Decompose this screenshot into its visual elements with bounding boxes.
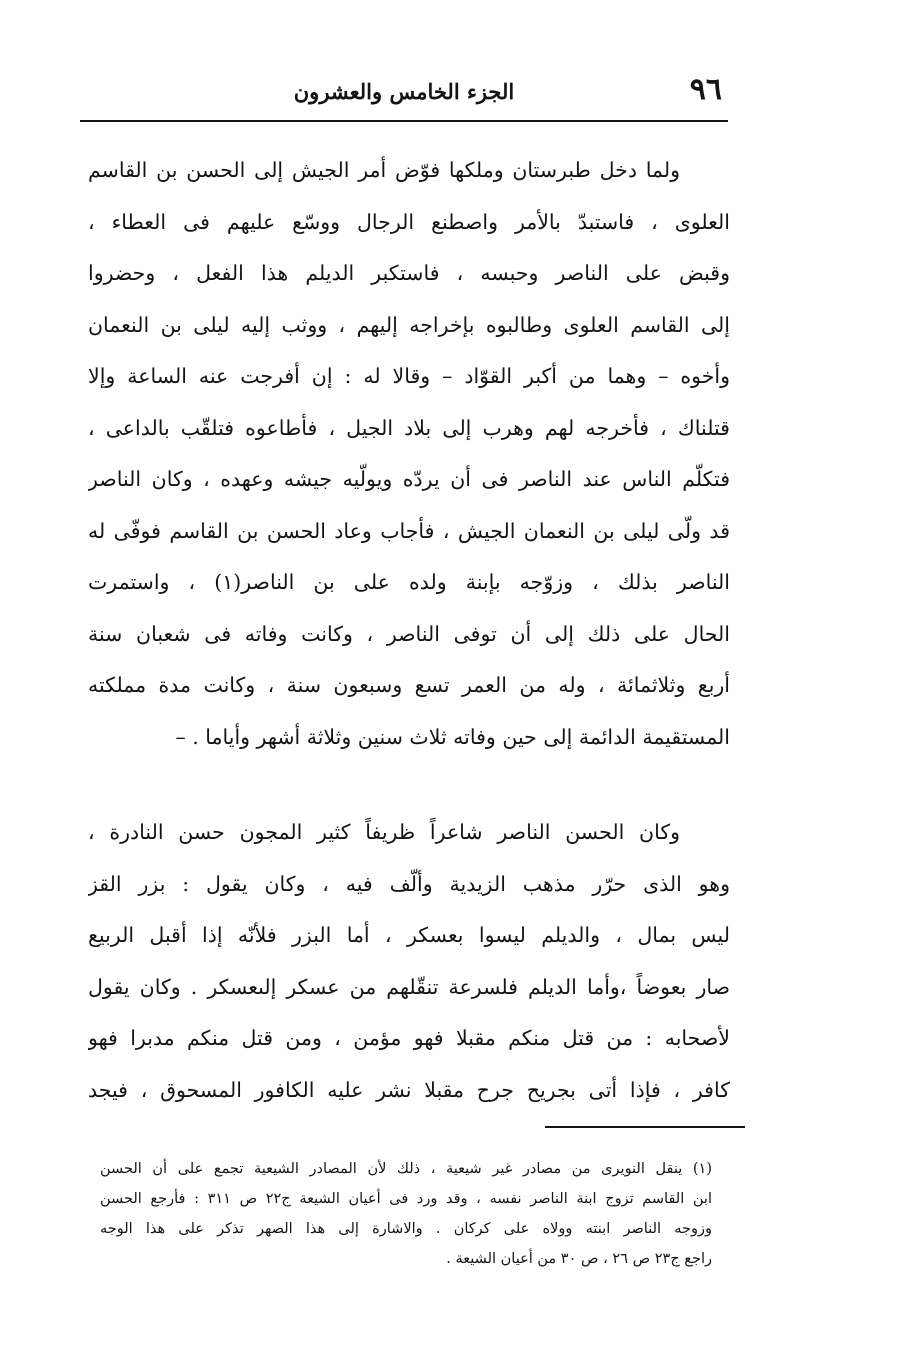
text-line: لأصحابه : من قتل منكم مقبلا فهو مؤمن ، ومن قتل منكم مدبرا فهو (88, 1026, 730, 1050)
footnote-line: ابن القاسم تزوج ابنة الناصر نفسه ، وقد ورد فى أعيان الشيعة ج٢٢ ص ٣١١ : فأرجع الحسن (100, 1191, 712, 1207)
text-line: قتلناك ، فأخرجه لهم وهرب إلى بلاد الجيل ، فأطاعوه فتلقّب بالداعى ، (88, 415, 730, 440)
text-line: العلوى ، فاستبدّ بالأمر واصطنع الرجال ووسّع عليهم فى العطاء ، (88, 209, 730, 234)
text-line: المستقيمة الدائمة إلى حين وفاته ثلاث سنين وثلاثة أشهر وأياما . – (175, 724, 730, 749)
text-line: كافر ، فإذا أتى بجريح جرح مقبلا نشر عليه الكافور المسحوق ، فيجد (88, 1077, 730, 1102)
text-line: إلى القاسم العلوى وطالبوه بإخراجه إليهم ، ووثب إليه ليلى بن النعمان (88, 312, 730, 337)
page-header (80, 70, 728, 122)
text-line: صار بعوضاً ،وأما الديلم فلسرعة تنقّلهم من عسكر إلىعسكر . وكان يقول (88, 974, 730, 999)
text-line: فتكلّم الناس عند الناصر فى أن يردّه ويولّيه جيشه وعهده ، وكان الناصر (88, 467, 730, 491)
footnote-line: راجع ج٢٣ ص ٢٦ ، ص ٣٠ من أعيان الشيعة . (446, 1251, 712, 1267)
text-line: وكان الحسن الناصر شاعراً ظريفاً كثير المجون حسن النادرة ، (88, 820, 680, 844)
text-line: وقبض على الناصر وحبسه ، فاستكبر الديلم هذا الفعل ، وحضروا (88, 261, 730, 285)
text-line: الحال على ذلك إلى أن توفى الناصر ، وكانت وفاته فى شعبان سنة (88, 621, 730, 646)
footnotes (100, 1154, 712, 1274)
paragraph-2 (88, 807, 730, 1116)
text-line: أربع وثلاثمائة ، وله من العمر تسع وسبعون سنة ، وكانت مدة مملكته (88, 673, 730, 697)
page-number: ٩٦ (689, 72, 722, 107)
text-line: ولما دخل طبرستان وملكها فوّض أمر الجيش إلى الحسن بن القاسم (88, 158, 680, 182)
text-line: ليس بمال ، والديلم ليسوا بعسكر ، أما البزر فلأنّه إذا أقبل الربيع (88, 923, 730, 947)
text-line: الناصر بذلك ، وزوّجه بإبنة ولده على بن الناصر(١) ، واستمرت (88, 570, 730, 594)
header-rule (80, 120, 728, 122)
paragraph-gap (88, 763, 730, 807)
main-text (88, 145, 730, 1116)
text-line: وهو الذى حرّر مذهب الزيدية وألّف فيه ، وكان يقول : بزر القز (88, 871, 730, 896)
running-title: الجزء الخامس والعشرون (293, 79, 515, 104)
footnote-line: وزوجه الناصر ابنته وولاه على كركان . والاشارة إلى هذا الصهر تذكر على هذا الوجه (100, 1221, 712, 1237)
text-line: وأخوه – وهما من أكبر القوّاد – وقالا له : إن أفرجت عنه الساعة وإلا (88, 364, 730, 388)
footnote-line: (١) ينقل النويرى من مصادر غير شيعية ، ذلك لأن المصادر الشيعية تجمع على أن الحسن (100, 1161, 712, 1177)
footnote-rule (545, 1126, 745, 1128)
text-line: قد ولّى ليلى بن النعمان الجيش ، فأجاب وعاد الحسن بن القاسم فوفّى له (88, 518, 730, 543)
paragraph-1 (88, 145, 730, 763)
